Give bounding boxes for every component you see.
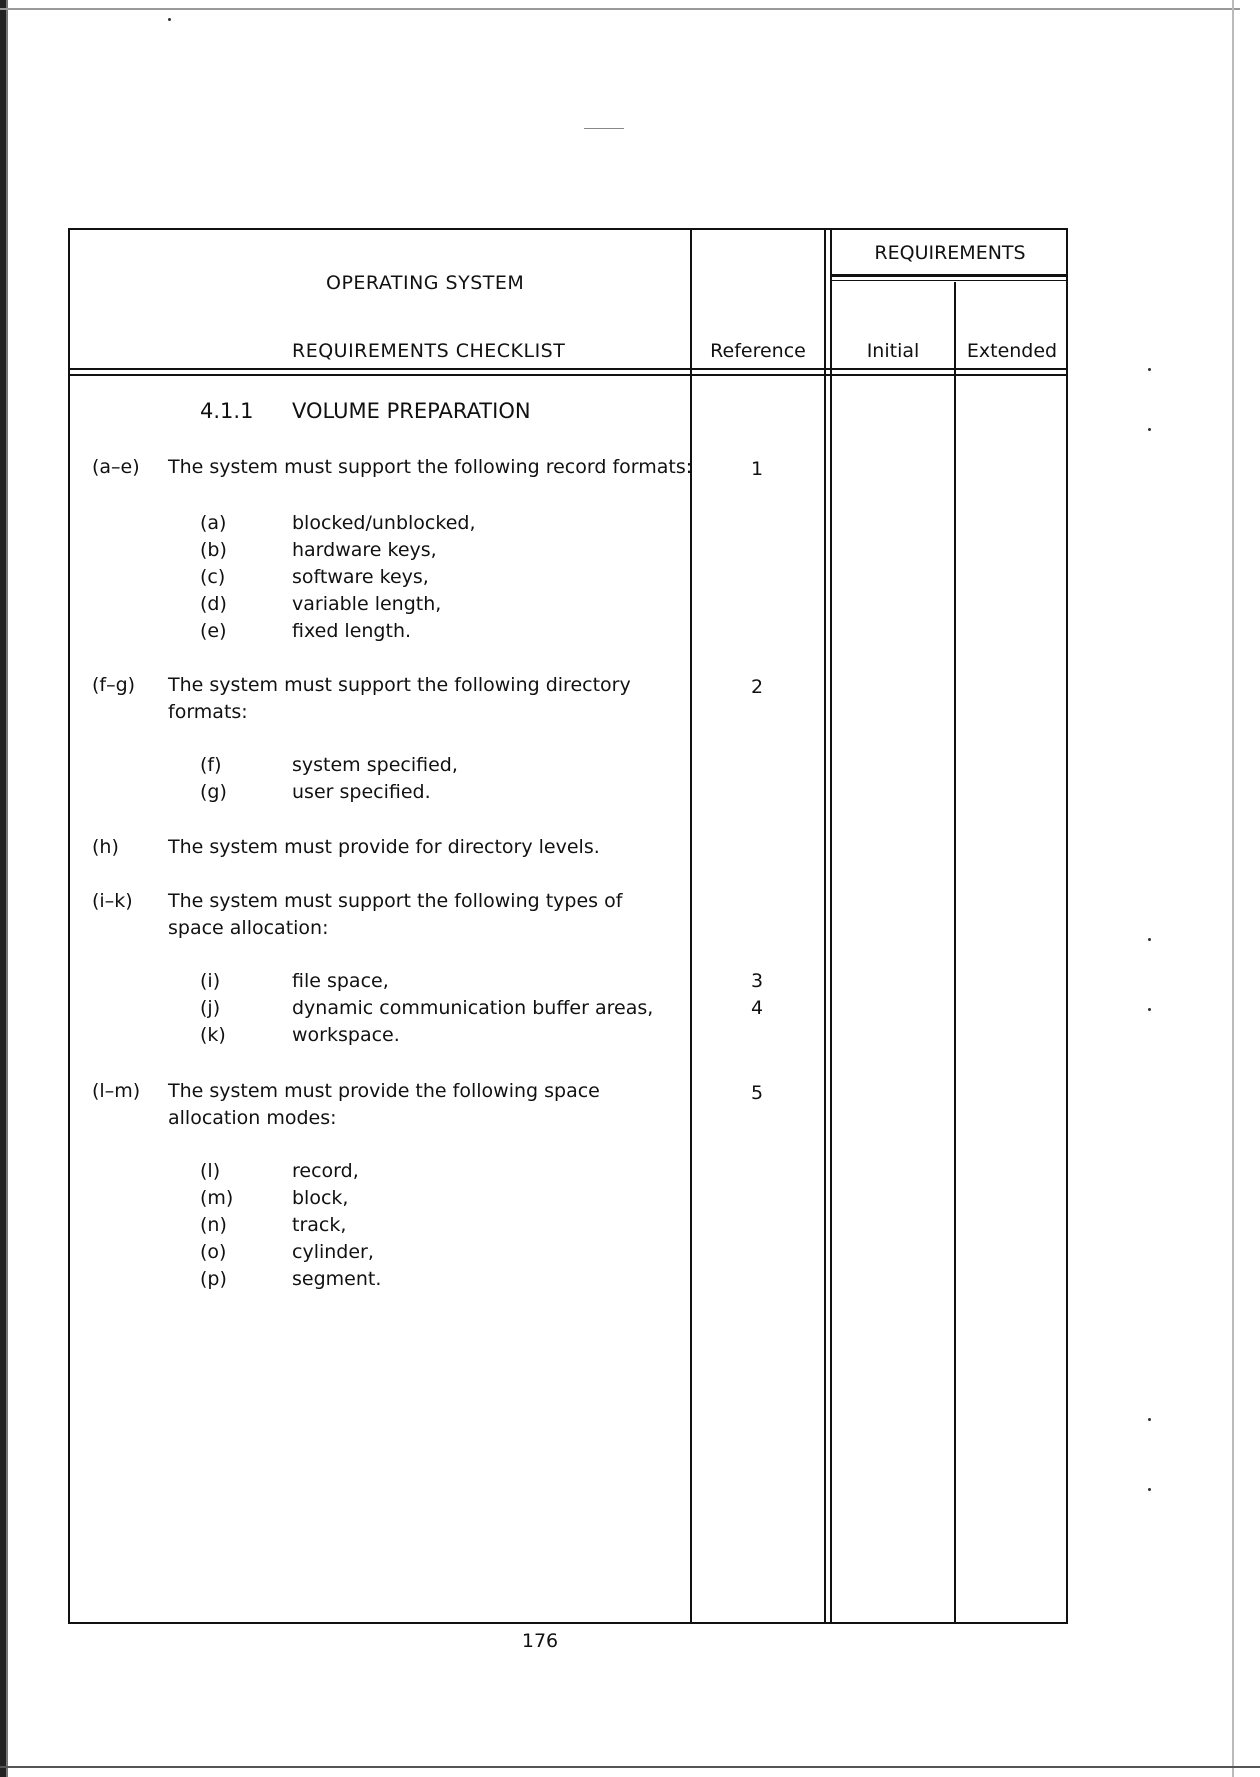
section-number: 4.1.1 bbox=[200, 399, 254, 423]
item-label: (i–k) bbox=[92, 890, 133, 912]
scan-speck bbox=[1148, 428, 1151, 431]
subitem-text: block, bbox=[292, 1187, 349, 1209]
subitem-label: (l) bbox=[200, 1160, 221, 1182]
scan-edge-bottom bbox=[0, 1766, 1260, 1768]
item-label: (a–e) bbox=[92, 456, 140, 478]
requirements-header-divider bbox=[830, 274, 1066, 277]
item-text-line1: The system must provide the following space bbox=[168, 1080, 600, 1102]
scan-speck bbox=[1148, 1418, 1151, 1421]
subitem-label: (p) bbox=[200, 1268, 227, 1290]
scan-speck bbox=[168, 18, 171, 21]
subitem-text: segment. bbox=[292, 1268, 382, 1290]
column-header-initial: Initial bbox=[866, 340, 920, 362]
item-text-line2: allocation modes: bbox=[168, 1107, 337, 1129]
subitem-text: dynamic communication buffer areas, bbox=[292, 997, 654, 1019]
scan-speck bbox=[1148, 1008, 1151, 1011]
column-header-extended: Extended bbox=[966, 340, 1058, 362]
scan-speck bbox=[1148, 368, 1151, 371]
section-title: VOLUME PREPARATION bbox=[292, 399, 531, 423]
header-bottom-rule bbox=[70, 368, 1066, 370]
subitem-label: (k) bbox=[200, 1024, 226, 1046]
header-bottom-rule-double bbox=[70, 374, 1066, 376]
column-divider-reference bbox=[690, 230, 692, 1622]
subitem-label: (i) bbox=[200, 970, 221, 992]
reference-number: 2 bbox=[750, 676, 764, 698]
subitem-text: blocked/unblocked, bbox=[292, 512, 476, 534]
reference-number: 5 bbox=[750, 1082, 764, 1104]
subitem-label: (d) bbox=[200, 593, 227, 615]
subitem-text: file space, bbox=[292, 970, 389, 992]
item-text-line2: space allocation: bbox=[168, 917, 329, 939]
column-divider-requirements-inner bbox=[830, 230, 832, 1622]
column-header-requirements: REQUIREMENTS bbox=[874, 242, 1026, 264]
checklist-title-line1: OPERATING SYSTEM bbox=[326, 272, 525, 294]
item-text: The system must support the following record formats: bbox=[168, 456, 693, 478]
checklist-title-line2: REQUIREMENTS CHECKLIST bbox=[292, 340, 566, 362]
subitem-text: fixed length. bbox=[292, 620, 412, 642]
subitem-text: track, bbox=[292, 1214, 347, 1236]
subitem-label: (n) bbox=[200, 1214, 227, 1236]
reference-number: 1 bbox=[750, 458, 764, 480]
subitem-label: (a) bbox=[200, 512, 227, 534]
item-text-line1: The system must support the following directory bbox=[168, 674, 631, 696]
subitem-label: (e) bbox=[200, 620, 227, 642]
subitem-label: (j) bbox=[200, 997, 221, 1019]
requirements-header-divider-thin bbox=[830, 280, 1066, 281]
item-text-line2: formats: bbox=[168, 701, 248, 723]
scan-speck bbox=[1148, 938, 1151, 941]
page-number: 176 bbox=[521, 1630, 559, 1652]
subitem-label: (g) bbox=[200, 781, 227, 803]
scan-edge-top bbox=[0, 8, 1240, 10]
subitem-text: record, bbox=[292, 1160, 359, 1182]
subitem-label: (f) bbox=[200, 754, 222, 776]
subitem-text: workspace. bbox=[292, 1024, 400, 1046]
subitem-text: user specified. bbox=[292, 781, 431, 803]
item-label: (l–m) bbox=[92, 1080, 141, 1102]
scan-edge-left-shadow bbox=[6, 0, 8, 1777]
item-text: The system must provide for directory levels. bbox=[168, 836, 600, 858]
subitem-text: hardware keys, bbox=[292, 539, 437, 561]
item-label: (h) bbox=[92, 836, 119, 858]
subitem-text: cylinder, bbox=[292, 1241, 374, 1263]
subitem-label: (b) bbox=[200, 539, 227, 561]
column-header-reference: Reference bbox=[710, 340, 806, 362]
subitem-label: (m) bbox=[200, 1187, 234, 1209]
scan-speck bbox=[584, 128, 624, 129]
column-divider-initial-extended bbox=[954, 282, 956, 1622]
subitem-text: system specified, bbox=[292, 754, 458, 776]
subitem-text: variable length, bbox=[292, 593, 442, 615]
item-label: (f–g) bbox=[92, 674, 136, 696]
subitem-label: (o) bbox=[200, 1241, 227, 1263]
requirements-checklist-table bbox=[68, 228, 1068, 1624]
column-divider-requirements-outer bbox=[824, 230, 826, 1622]
subitem-text: software keys, bbox=[292, 566, 429, 588]
subitem-label: (c) bbox=[200, 566, 226, 588]
scan-speck bbox=[1148, 1488, 1151, 1491]
item-text-line1: The system must support the following types of bbox=[168, 890, 623, 912]
scan-edge-right bbox=[1232, 0, 1234, 1777]
reference-number: 3 bbox=[750, 970, 764, 992]
reference-number: 4 bbox=[750, 997, 764, 1019]
